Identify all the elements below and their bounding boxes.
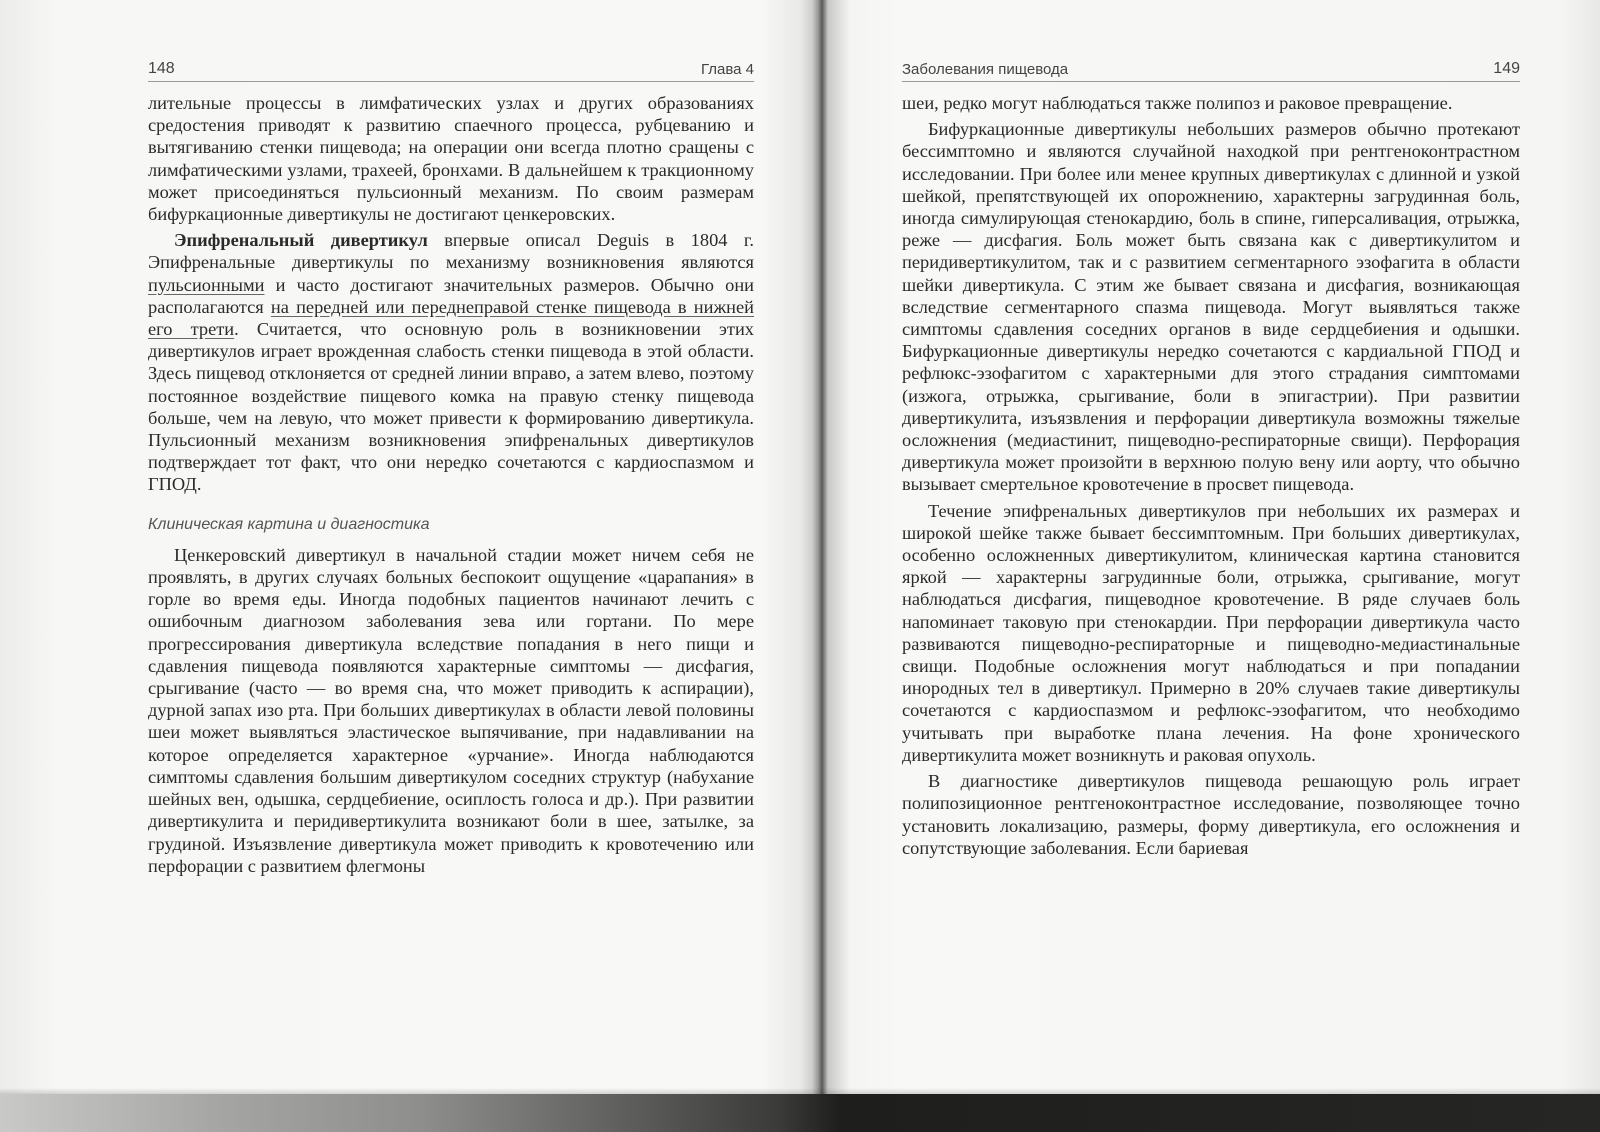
text-span: впервые описал Deguis в 1804 г. Эпифренальные дивертикулы по механизму возникновения являются	[148, 230, 754, 273]
paragraph: шеи, редко могут наблюдаться также полипоз и раковое превращение.	[902, 93, 1453, 113]
scanner-edge-shadow	[0, 1094, 1600, 1132]
right-running-head	[902, 52, 1520, 82]
paragraph: Ценкеровский дивертикул в начальной стадии может ничем себя не проявлять, в других случаях больных беспокоит ощущение «царапания» в горле во время еды. Иногда подобных пациентов начинают лечить с ошибочным диагнозом заболевания зева или гортани. По мере прогрессирования дивертикула вследствие попадания в него пищи и сдавления пищевода появляются характерные симптомы — дисфагия, срыгивание (часто — во время сна, что может приводить к аспирации), дурной запах изо рта. При больших дивертикулах в области левой половины шеи может выявляться эластическое выпячивание, при надавливании на которое определяется характерное «урчание». Иногда наблюдаются симптомы сдавления большим дивертикулом соседних структур (набухание шейных вен, одышка, сердцебиение, осиплость голоса и др.). При развитии дивертикулита и перидивертикулита возникают боли в шее, затылке, за грудиной. Изъязвление дивертикула может приводить к кровотечению или перфорации с развитием флегмоны	[148, 544, 754, 876]
left-running-head	[148, 52, 754, 82]
left-page	[148, 52, 754, 877]
paragraph-epiphrenal	[148, 229, 754, 495]
underlined-text: пульсионными	[148, 274, 265, 295]
chapter-title: Глава 4	[700, 61, 754, 78]
paragraph: Течение эпифренальных дивертикулов при небольших их размерах и широкой шейке также бывает бессимптомным. При больших дивертикулах, особенно осложненных дивертикулитом, клиническая картина становится яркой — характерны загрудинные боли, отрыжка, срыгивание, могут наблюдаться дисфагия, пищеводное кровотечение. В ряде случаев боль напоминает таковую при стенокардии. При перфорации дивертикула часто развиваются пищеводно-респираторные и пищеводно-медиастинальные свищи. Подобные осложнения могут наблюдаться и при попадании инородных тел в дивертикул. Примерно в 20% случаев такие дивертикулы сочетаются с кардиоспазмом и рефлюкс-эзофагитом, что необходимо учитывать при выработке плана лечения. На фоне хронического дивертикулита может возникнуть и раковая опухоль.	[902, 500, 1520, 765]
underlined-text: на передней или переднеправой стенке пищевода в нижней его трети	[148, 296, 754, 340]
left-body-text	[148, 92, 754, 877]
right-page	[902, 52, 1520, 859]
page-number-left: 148	[148, 60, 175, 77]
section-title: Заболевания пищевода	[902, 61, 1069, 78]
paragraph: Бифуркационные дивертикулы небольших размеров обычно протекают бессимптомно и являются случайной находкой при рентгеноконтрастном исследовании. При более или менее крупных дивертикулах с длинной и узкой шейкой, препятствующей их опорожнению, характерны загрудинная боль, иногда симулирующая стенокардию, боль в спине, гиперсаливация, отрыжка, реже — дисфагия. Боль может быть связана как с дивертикулитом и перидивертикулитом, так и с развитием сегментарного эзофагита в области шейки дивертикула. С этим же бывает связана и дисфагия, возникающая вследствие сегментарного спазма пищевода. Могут выявляться также симптомы сдавления соседних органов в виде сердцебиения и одышки. Бифуркационные дивертикулы нередко сочетаются с кардиальной ГПОД и рефлюкс-эзофагитом с характерными для этого страдания симптомами (изжога, отрыжка, срыгивание, боли в эпигастрии). При развитии дивертикулита, изъязвления и перфорации дивертикула возможны тяжелые осложнения (медиастинит, пищеводно-респираторные свищи). Перфорация дивертикула может произойти в верхнюю полую вену или аорту, что обычно вызывает смертельное кровотечение в просвет пищевода.	[902, 119, 1520, 495]
page-number-right: 149	[1493, 60, 1520, 77]
right-body-text	[902, 92, 1520, 859]
paragraph: лительные процессы в лимфатических узлах и других образованиях средостения приводят к развитию спаечного процесса, рубцеванию и вытягиванию стенки пищевода; на операции они всегда плотно сращены с лимфатическими узлами, трахеей, бронхами. В дальнейшем к тракционному может присоединяться пульсионный механизм. По своим размерам бифуркационные дивертикулы не достигают ценкеровских.	[148, 93, 754, 225]
section-subheading: Клиническая картина и диагностика	[148, 515, 430, 533]
text-span: и часто достигают значительных размеров. Обычно они располагаются	[148, 274, 754, 317]
text-span: . Считается, что основную роль в возникновении этих дивертикулов играет врожденная слабость стенки пищевода в этой области. Здесь пищевод отклоняется от средней линии вправо, а затем влево, поэтому постоянное воздействие пищевого комка на правую стенку пищевода больше, чем на левую, что может привести к формированию дивертикула. Пульсионный механизм возникновения эпифренальных дивертикулов подтверждает тот факт, что они нередко сочетаются с кардиоспазмом и ГПОД.	[148, 319, 754, 495]
bold-term: Эпифренальный дивертикул	[174, 230, 428, 251]
paragraph: В диагностике дивертикулов пищевода решающую роль играет полипозиционное рентгеноконтрастное исследование, позволяющее точно установить локализацию, размеры, форму дивертикула, его осложнения и сопутствующие заболевания. Если бариевая	[902, 771, 1520, 858]
